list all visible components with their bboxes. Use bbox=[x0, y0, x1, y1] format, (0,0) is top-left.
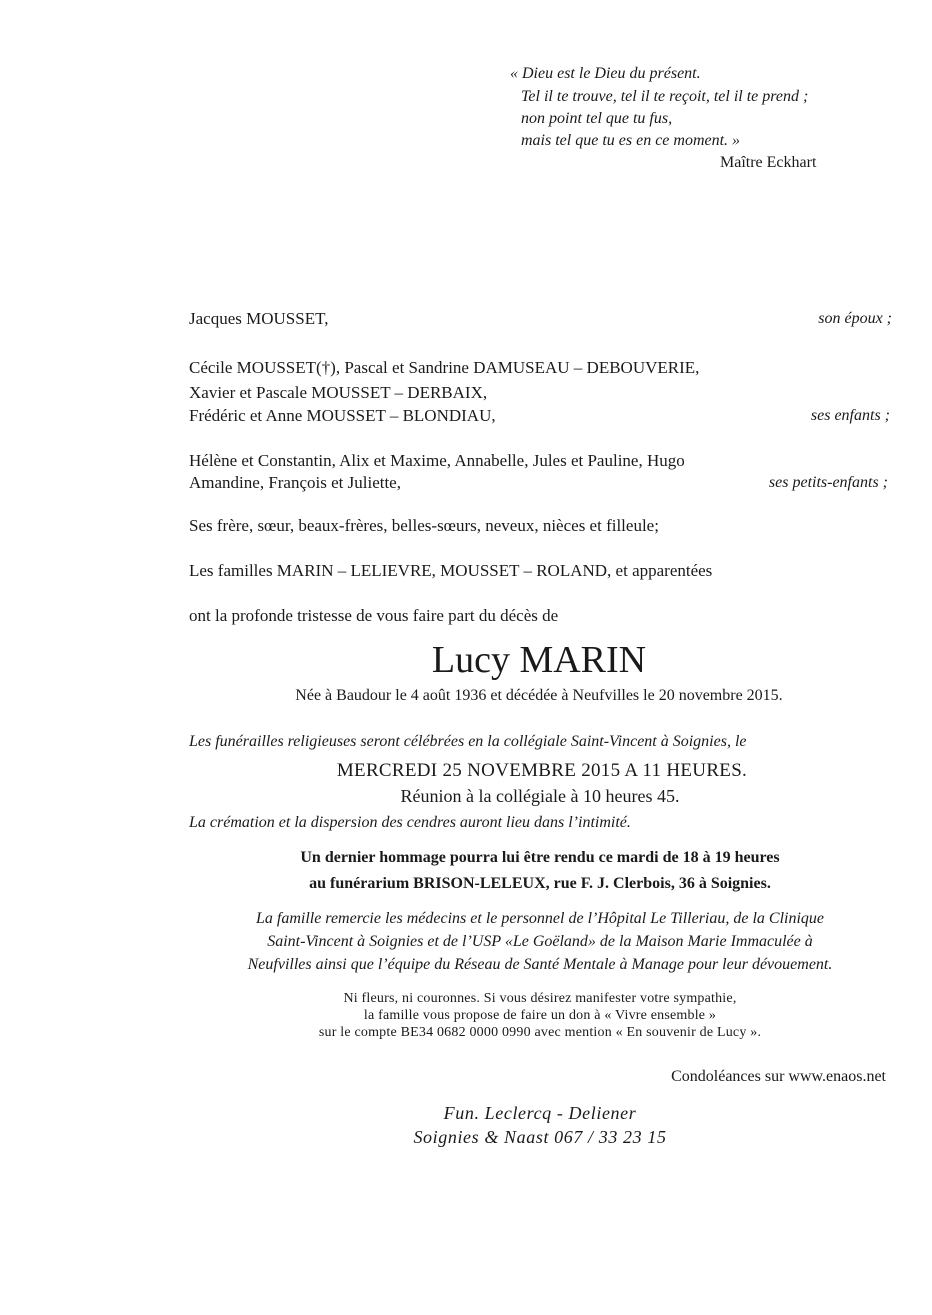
siblings-line: Ses frère, sœur, beaux-frères, belles-sœurs, neveux, nièces et filleule; bbox=[189, 516, 659, 535]
hommage-line-1: Un dernier hommage pourra lui être rendu ce mardi de 18 à 19 heures bbox=[300, 849, 780, 866]
grandchildren-line-1: Hélène et Constantin, Alix et Maxime, Annabelle, Jules et Pauline, Hugo bbox=[189, 451, 685, 470]
children-line-2: Xavier et Pascale MOUSSET – DERBAIX, bbox=[189, 383, 488, 402]
quote-line-2: Tel il te trouve, tel il te reçoit, tel il te prend ; bbox=[521, 88, 809, 105]
children-role: ses enfants ; bbox=[810, 407, 890, 424]
hommage-line-2: au funérarium BRISON-LELEUX, rue F. J. Clerbois, 36 à Soignies. bbox=[309, 875, 771, 892]
families-line: Les familles MARIN – LELIEVRE, MOUSSET – ROLAND, et apparentées bbox=[189, 561, 713, 580]
quote-line-4: mais tel que tu es en ce moment. » bbox=[521, 132, 741, 149]
funeral-home-contact: Soignies & Naast 067 / 33 23 15 bbox=[413, 1127, 667, 1147]
thanks-line-2: Saint-Vincent à Soignies et de l’USP «Le Goëland» de la Maison Marie Immaculée à bbox=[267, 933, 813, 950]
children-line-1: Cécile MOUSSET(†), Pascal et Sandrine DAMUSEAU – DEBOUVERIE, bbox=[189, 358, 700, 377]
funeral-home-name: Fun. Leclercq - Deliener bbox=[443, 1103, 637, 1123]
spouse-role: son époux ; bbox=[818, 310, 892, 327]
deceased-dates: Née à Baudour le 4 août 1936 et décédée à Neufvilles le 20 novembre 2015. bbox=[295, 687, 783, 704]
children-line-3: Frédéric et Anne MOUSSET – BLONDIAU, bbox=[189, 406, 496, 425]
cremation-note: La crémation et la dispersion des cendres auront lieu dans l’intimité. bbox=[189, 814, 631, 831]
funeral-reunion: Réunion à la collégiale à 10 heures 45. bbox=[400, 786, 680, 806]
funeral-intro: Les funérailles religieuses seront célébrées en la collégiale Saint-Vincent à Soignies, le bbox=[189, 733, 747, 750]
deceased-name: Lucy MARIN bbox=[431, 639, 647, 681]
announcement-line: ont la profonde tristesse de vous faire part du décès de bbox=[189, 606, 559, 625]
grandchildren-role: ses petits-enfants ; bbox=[768, 474, 888, 491]
donation-line-3: sur le compte BE34 0682 0000 0990 avec mention « En souvenir de Lucy ». bbox=[318, 1025, 762, 1040]
thanks-line-1: La famille remercie les médecins et le personnel de l’Hôpital Le Tilleriau, de la Clinique bbox=[255, 910, 825, 927]
funeral-datetime: MERCREDI 25 NOVEMBRE 2015 A 11 HEURES. bbox=[336, 760, 748, 781]
donation-line-2: la famille vous propose de faire un don à « Vivre ensemble » bbox=[363, 1008, 717, 1023]
quote-author: Maître Eckhart bbox=[720, 154, 817, 171]
thanks-line-3: Neufvilles ainsi que l’équipe du Réseau de Santé Mentale à Manage pour leur dévouement. bbox=[247, 956, 833, 973]
grandchildren-line-2: Amandine, François et Juliette, bbox=[189, 473, 401, 492]
quote-line-3: non point tel que tu fus, bbox=[521, 110, 673, 127]
condolences-link[interactable]: Condoléances sur www.enaos.net bbox=[671, 1068, 886, 1085]
donation-line-1: Ni fleurs, ni couronnes. Si vous désirez manifester votre sympathie, bbox=[343, 991, 737, 1006]
quote-line-1: « Dieu est le Dieu du présent. bbox=[510, 65, 701, 82]
spouse-name: Jacques MOUSSET, bbox=[189, 309, 329, 328]
